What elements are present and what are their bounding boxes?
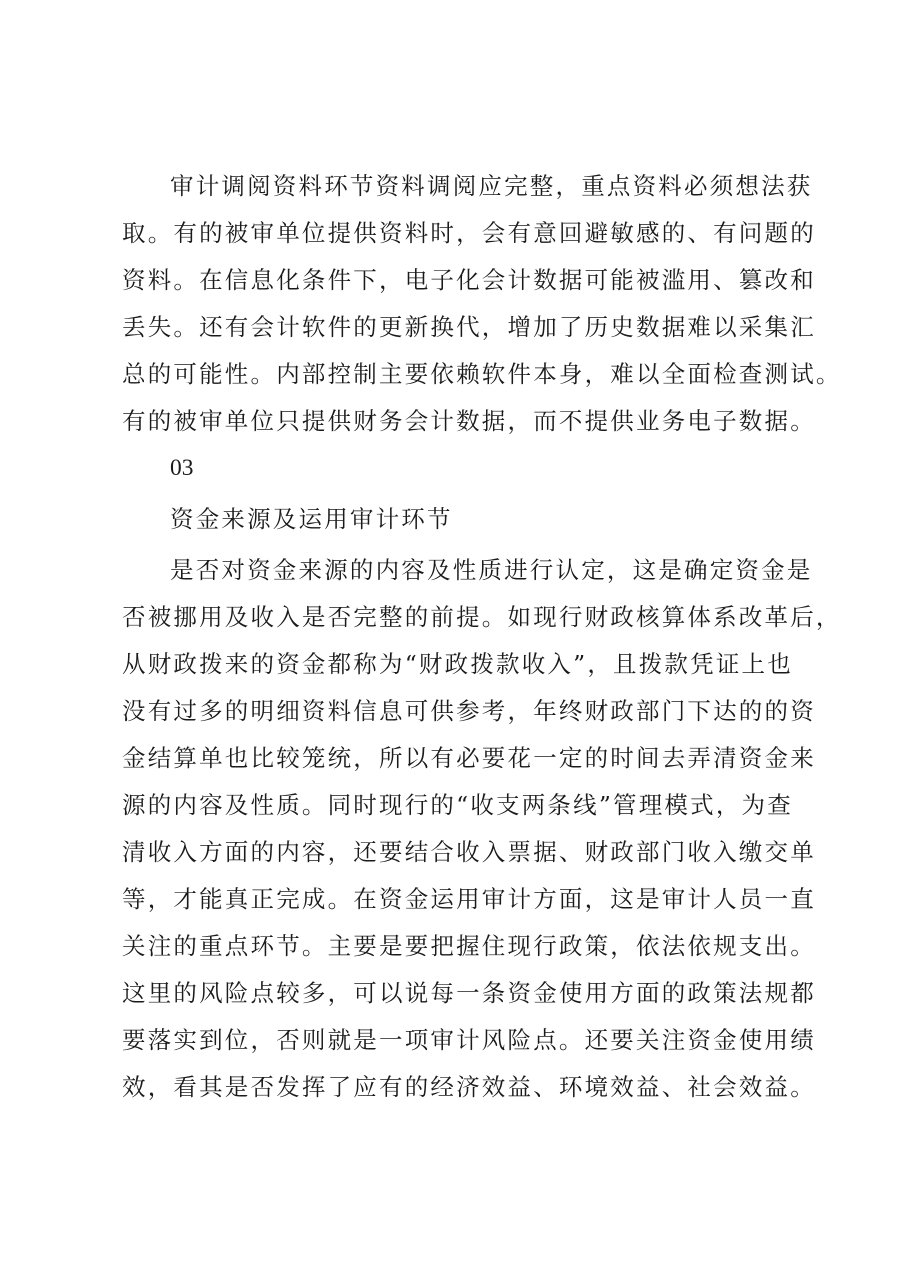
paragraph-2-line-4: 没有过多的明细资料信息可供参考，年终财政部门下达的的资 [122,697,816,725]
paragraph-2-line-1: 是否对资金来源的内容及性质进行认定，这是确定资金是 [170,556,813,584]
paragraph-1-line-1: 审计调阅资料环节资料调阅应完整，重点资料必须想法获 [170,172,813,200]
paragraph-2-line-7: 清收入方面的内容，还要结合收入票据、财政部门收入缴交单 [122,838,816,866]
paragraph-2-line-6: 源的内容及性质。同时现行的“收支两条线”管理模式，为查 [122,791,793,819]
paragraph-2-line-3: 从财政拨来的资金都称为“财政拨款收入”，且拨款凭证上也 [122,650,793,678]
section-number: 03 [170,455,194,481]
paragraph-2-line-9: 关注的重点环节。主要是要把握住现行政策，依法依规支出。 [122,932,816,960]
paragraph-2-line-8: 等，才能真正完成。在资金运用审计方面，这是审计人员一直 [122,885,816,913]
section-title: 资金来源及运用审计环节 [170,505,453,533]
paragraph-2-line-10: 这里的风险点较多，可以说每一条资金使用方面的政策法规都 [122,979,816,1007]
paragraph-2-line-12: 效，看其是否发挥了应有的经济效益、环境效益、社会效益。 [122,1073,816,1101]
paragraph-1-line-4: 丢失。还有会计软件的更新换代，增加了历史数据难以采集汇 [122,313,816,341]
paragraph-2-line-2: 否被挪用及收入是否完整的前提。如现行财政核算体系改革后， [122,603,842,631]
paragraph-1-line-3: 资料。在信息化条件下，电子化会计数据可能被滥用、篡改和 [122,266,816,294]
paragraph-1-line-2: 取。有的被审单位提供资料时，会有意回避敏感的、有问题的 [122,219,816,247]
paragraph-1-line-6: 有的被审单位只提供财务会计数据，而不提供业务电子数据。 [122,407,816,435]
paragraph-2-line-5: 金结算单也比较笼统，所以有必要花一定的时间去弄清资金来 [122,744,816,772]
paragraph-1-line-5: 总的可能性。内部控制主要依赖软件本身，难以全面检查测试。 [122,360,842,388]
paragraph-2-line-11: 要落实到位，否则就是一项审计风险点。还要关注资金使用绩 [122,1026,816,1054]
